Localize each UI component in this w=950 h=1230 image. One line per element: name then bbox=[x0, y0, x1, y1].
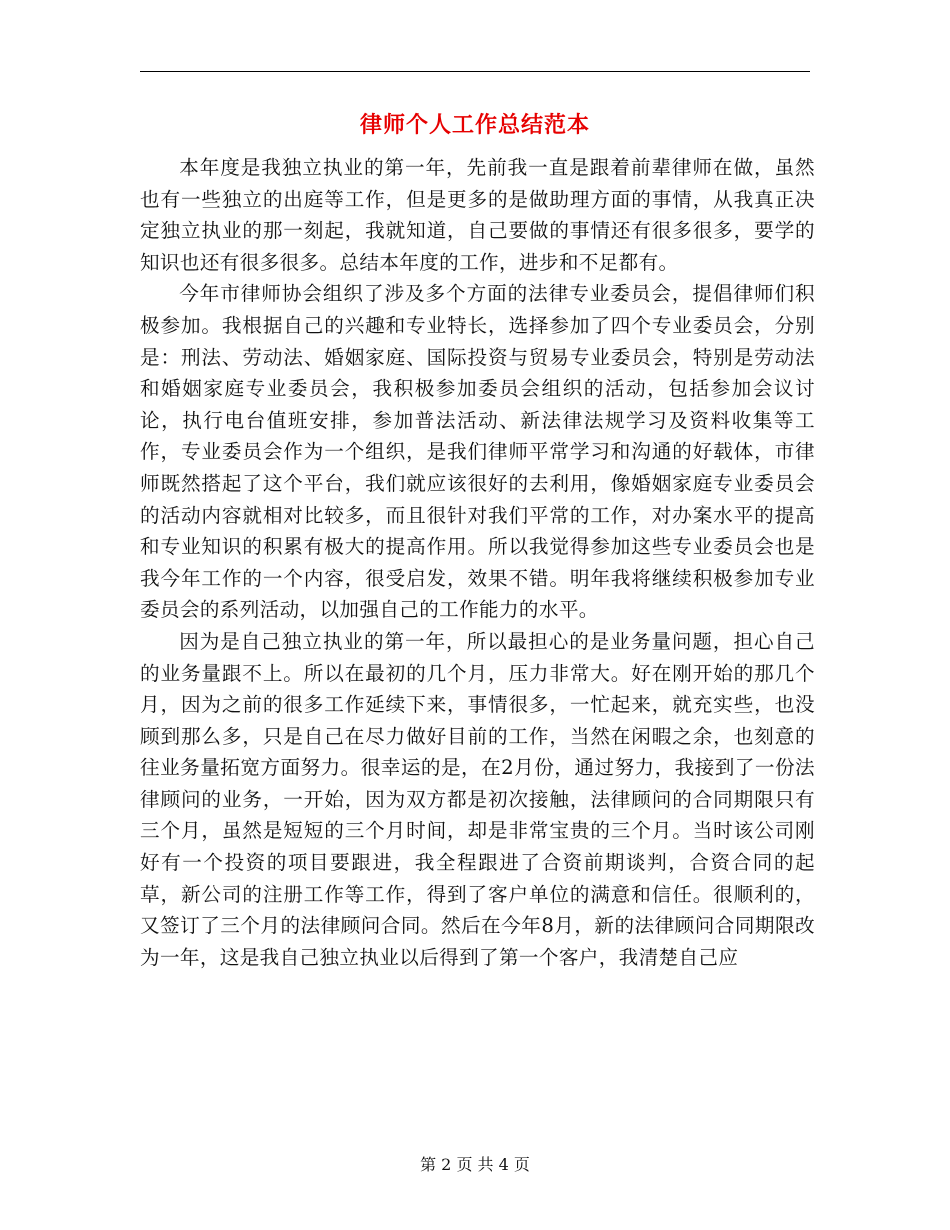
page-number: 第 2 页 共 4 页 bbox=[420, 1155, 530, 1174]
paragraph-3: 因为是自己独立执业的第一年，所以最担心的是业务量问题，担心自己的业务量跟不上。所以在最初的几个月，压力非常大。好在刚开始的那几个月，因为之前的很多工作延续下来，事情很多，一忙起来，就充实些，也没顾到那么多，只是自己在尽力做好目前的工作，当然在闲暇之余，也刻意的往业务量拓宽方面努力。很幸运的是，在2月份，通过努力，我接到了一份法律顾问的业务，一开始，因为双方都是初次接触，法律顾问的合同期限只有三个月，虽然是短短的三个月时间，却是非常宝贵的三个月。当时该公司刚好有一个投资的项目要跟进，我全程跟进了合资前期谈判，合资合同的起草，新公司的注册工作等工作，得到了客户单位的满意和信任。很顺利的，又签订了三个月的法律顾问合同。然后在今年8月，新的法律顾问合同期限改为一年，这是我自己独立执业以后得到了第一个客户，我清楚自己应 bbox=[140, 629, 815, 969]
paragraph-1: 本年度是我独立执业的第一年，先前我一直是跟着前辈律师在做，虽然也有一些独立的出庭等工作，但是更多的是做助理方面的事情，从我真正决定独立执业的那一刻起，我就知道，自己要做的事情还有很多很多，要学的知识也还有很多很多。总结本年度的工作，进步和不足都有。 bbox=[140, 156, 815, 274]
paragraph-2: 今年市律师协会组织了涉及多个方面的法律专业委员会，提倡律师们积极参加。我根据自己的兴趣和专业特长，选择参加了四个专业委员会，分别是：刑法、劳动法、婚姻家庭、国际投资与贸易专业委员会，特别是劳动法和婚姻家庭专业委员会，我积极参加委员会组织的活动，包括参加会议讨论，执行电台值班安排，参加普法活动、新法律法规学习及资料收集等工作，专业委员会作为一个组织，是我们律师平常学习和沟通的好载体，市律师既然搭起了这个平台，我们就应该很好的去利用，像婚姻家庭专业委员会的活动内容就相对比较多，而且很针对我们平常的工作，对办案水平的提高和专业知识的积累有极大的提高作用。所以我觉得参加这些专业委员会也是我今年工作的一个内容，很受启发，效果不错。明年我将继续积极参加专业委员会的系列活动，以加强自己的工作能力的水平。 bbox=[140, 282, 815, 622]
document-body bbox=[140, 152, 815, 973]
document-title: 律师个人工作总结范本 bbox=[359, 112, 590, 138]
header-rule bbox=[140, 71, 810, 72]
